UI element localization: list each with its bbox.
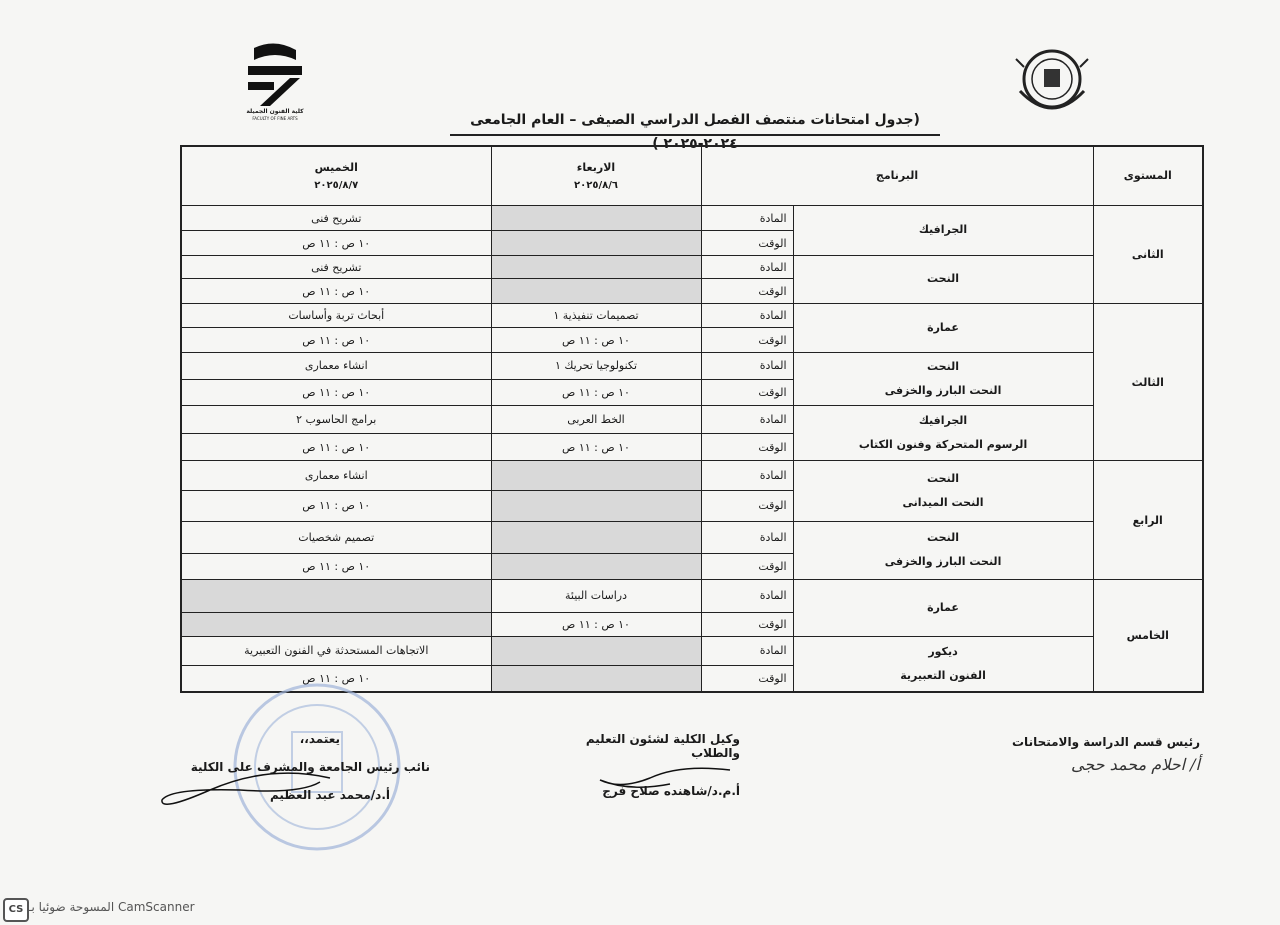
- wed-time-cell: ١٠ ص : ١١ ص: [491, 379, 701, 406]
- wed-subject-cell: تصميمات تنفيذية ١: [491, 303, 701, 328]
- table-row: [181, 303, 1203, 328]
- program-cell: [793, 461, 1093, 521]
- program-cell: [793, 521, 1093, 579]
- thu-subject-cell: انشاء معمارى: [181, 352, 491, 379]
- program-cell: [793, 303, 1093, 352]
- program-cell: [793, 255, 1093, 303]
- header-wednesday: [491, 146, 701, 205]
- program-name: عمارة: [927, 601, 959, 615]
- program-track: الفنون التعبيرية: [900, 669, 986, 683]
- program-track: الرسوم المتحركة وفنون الكتاب: [858, 438, 1028, 452]
- dean-name: أ.د/محمد عبد العظيم: [269, 788, 390, 802]
- table-row: [181, 406, 1203, 434]
- program-cell: [793, 637, 1093, 692]
- subject-label: المادة: [701, 205, 793, 231]
- time-label: الوقت: [701, 328, 793, 353]
- vice-dean-title: وكيل الكلية لشئون التعليم والطلاب: [585, 732, 740, 760]
- wed-time-cell: ١٠ ص : ١١ ص: [491, 328, 701, 353]
- thu-time-cell: ١٠ ص : ١١ ص: [181, 328, 491, 353]
- header-program: البرنامج: [701, 146, 1093, 205]
- time-label: الوقت: [701, 231, 793, 256]
- exam-schedule-table: [180, 145, 1204, 693]
- wed-subject-cell: [491, 255, 701, 279]
- table-row: [181, 255, 1203, 279]
- time-label: الوقت: [701, 433, 793, 461]
- subject-label: المادة: [701, 406, 793, 434]
- program-name: النحت: [927, 272, 959, 286]
- subject-label: المادة: [701, 579, 793, 612]
- university-emblem: [1010, 45, 1095, 120]
- approve-label: يعتمد،،: [299, 732, 340, 746]
- thu-time-cell: ١٠ ص : ١١ ص: [181, 231, 491, 256]
- wed-subject-cell: [491, 461, 701, 491]
- program-name: عمارة: [927, 320, 959, 334]
- table-row: [181, 521, 1203, 554]
- time-label: الوقت: [701, 379, 793, 406]
- wed-time-cell: [491, 554, 701, 580]
- subject-label: المادة: [701, 352, 793, 379]
- wed-time-cell: [491, 279, 701, 304]
- scanner-text: المسوحة ضوئيا بـ CamScanner: [28, 900, 195, 914]
- thu-subject-cell: [181, 579, 491, 612]
- level-cell: الرابع: [1093, 461, 1203, 580]
- university-emblem-icon: [1010, 45, 1095, 120]
- program-track: النحت البارز والخزفى: [884, 384, 1002, 398]
- level-cell: الثالث: [1093, 303, 1203, 460]
- thu-subject-cell: الاتجاهات المستحدثة في الفنون التعبيرية: [181, 637, 491, 666]
- wed-subject-cell: تكنولوجيا تحريك ١: [491, 352, 701, 379]
- vice-dean-name: أ.م.د/شاهنده صلاح فرج: [602, 784, 740, 798]
- thu-time-cell: ١٠ ص : ١١ ص: [181, 554, 491, 580]
- signature-block-vice-dean: [540, 732, 740, 798]
- header-level: المستوى: [1093, 146, 1203, 205]
- table-row: [181, 205, 1203, 231]
- program-track: النحت الميدانى: [902, 495, 984, 509]
- time-label: الوقت: [701, 279, 793, 304]
- subject-label: المادة: [701, 637, 793, 666]
- thu-time-cell: ١٠ ص : ١١ ص: [181, 379, 491, 406]
- program-name: الجرافيك: [918, 223, 968, 237]
- subject-label: المادة: [701, 303, 793, 328]
- table-header-row: [181, 146, 1203, 205]
- faculty-logo: [240, 42, 310, 122]
- wed-time-cell: [491, 490, 701, 521]
- header-thursday: [181, 146, 491, 205]
- level-cell: الثانى: [1093, 205, 1203, 303]
- camscanner-icon: CS: [3, 898, 29, 922]
- thu-subject-cell: تصميم شخصيات: [181, 521, 491, 554]
- program-name: الجرافيك: [918, 414, 968, 428]
- time-label: الوقت: [701, 554, 793, 580]
- signature-block-head: [1010, 735, 1200, 774]
- wed-time-cell: ١٠ ص : ١١ ص: [491, 433, 701, 461]
- thu-time-cell: ١٠ ص : ١١ ص: [181, 279, 491, 304]
- wed-subject-cell: [491, 205, 701, 231]
- dean-title: نائب رئيس الجامعة والمشرف على الكلية: [190, 760, 430, 774]
- wednesday-date: ٢٠٢٥/٨/٦: [574, 179, 618, 191]
- dean-signature-icon: [150, 760, 340, 820]
- thursday-day: الخميس: [314, 160, 358, 174]
- program-name: ديكور: [928, 645, 958, 659]
- thu-subject-cell: تشريح فنى: [181, 205, 491, 231]
- head-signature: أ/ احلام محمد حجى: [1071, 755, 1200, 774]
- subject-label: المادة: [701, 255, 793, 279]
- table-row: [181, 352, 1203, 379]
- time-label: الوقت: [701, 490, 793, 521]
- thu-subject-cell: تشريح فنى: [181, 255, 491, 279]
- thu-subject-cell: أبحاث تربة وأساسات: [181, 303, 491, 328]
- head-title: رئيس قسم الدراسة والامتحانات: [1012, 735, 1200, 749]
- thu-subject-cell: برامج الحاسوب ٢: [181, 406, 491, 434]
- wed-time-cell: [491, 665, 701, 692]
- level-cell: الخامس: [1093, 579, 1203, 692]
- wed-subject-cell: دراسات البيئة: [491, 579, 701, 612]
- time-label: الوقت: [701, 612, 793, 637]
- program-cell: [793, 205, 1093, 255]
- time-label: الوقت: [701, 665, 793, 692]
- thursday-date: ٢٠٢٥/٨/٧: [314, 179, 359, 191]
- thu-time-cell: ١٠ ص : ١١ ص: [181, 490, 491, 521]
- subject-label: المادة: [701, 521, 793, 554]
- wed-subject-cell: [491, 637, 701, 666]
- thu-subject-cell: انشاء معمارى: [181, 461, 491, 491]
- thu-time-cell: ١٠ ص : ١١ ص: [181, 433, 491, 461]
- faculty-logo-icon: [240, 42, 310, 108]
- wed-time-cell: [491, 231, 701, 256]
- program-name: النحت: [927, 531, 959, 545]
- faculty-logo-text: كلية الفنون الجميلة: [246, 108, 304, 115]
- thu-time-cell: ١٠ ص : ١١ ص: [181, 665, 491, 692]
- program-name: النحت: [927, 471, 959, 485]
- program-name: النحت: [927, 360, 959, 374]
- scanner-footer: [0, 894, 200, 922]
- table-row: [181, 461, 1203, 491]
- program-track: النحت البارز والخزفى: [884, 555, 1002, 569]
- page-title: (جدول امتحانات منتصف الفصل الدراسي الصيفى – العام الجامعى ٢٠٢٤-٢٠٢٥ ): [450, 108, 940, 136]
- wed-time-cell: ١٠ ص : ١١ ص: [491, 612, 701, 637]
- table-row: [181, 637, 1203, 666]
- thu-time-cell: [181, 612, 491, 637]
- wednesday-day: الاربعاء: [576, 160, 616, 174]
- faculty-logo-text-en: FACULTY OF FINE ARTS: [252, 116, 298, 121]
- wed-subject-cell: [491, 521, 701, 554]
- table-row: [181, 579, 1203, 612]
- subject-label: المادة: [701, 461, 793, 491]
- program-cell: [793, 579, 1093, 636]
- wed-subject-cell: الخط العربى: [491, 406, 701, 434]
- program-cell: [793, 406, 1093, 461]
- program-cell: [793, 352, 1093, 405]
